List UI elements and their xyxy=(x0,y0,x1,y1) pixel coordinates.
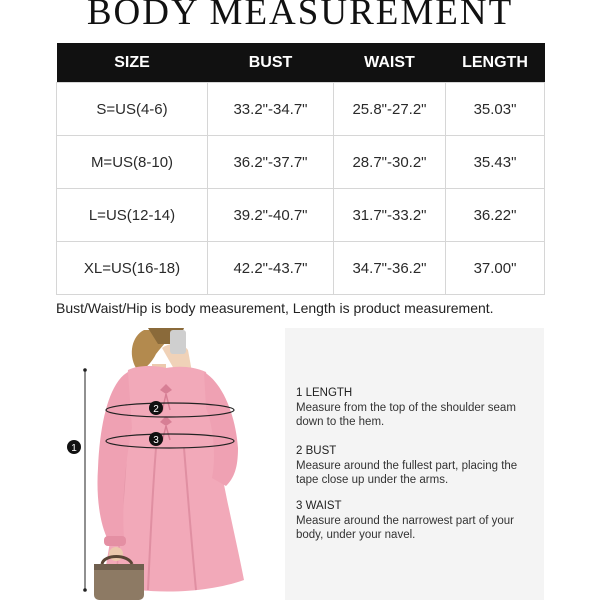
instruction-bust xyxy=(296,444,536,488)
instruction-title: 1 LENGTH xyxy=(296,387,353,399)
header-waist: WAIST xyxy=(334,43,446,83)
measurement-note: Bust/Waist/Hip is body measurement, Length is product measurement. xyxy=(56,300,494,316)
marker-bust xyxy=(149,401,163,415)
cell-bust: 33.2"-34.7" xyxy=(208,83,334,136)
instruction-text: Measure around the narrowest part of your body, under your navel. xyxy=(296,514,514,541)
instruction-waist xyxy=(296,499,536,543)
model-photo xyxy=(66,328,271,600)
cell-waist: 34.7"-36.2" xyxy=(334,242,446,295)
header-bust: BUST xyxy=(208,43,334,83)
instruction-text: Measure from the top of the shoulder seam down to the hem. xyxy=(296,401,516,428)
cell-bust: 42.2"-43.7" xyxy=(208,242,334,295)
instruction-title: 2 BUST xyxy=(296,445,337,457)
cell-bust: 39.2"-40.7" xyxy=(208,189,334,242)
marker-length xyxy=(67,440,81,454)
instruction-length xyxy=(296,386,536,430)
phone-icon xyxy=(170,330,186,354)
marker-bust-label: 2 xyxy=(153,404,159,415)
table-header-row xyxy=(57,43,545,83)
cell-length: 35.43" xyxy=(446,136,545,189)
table-row xyxy=(57,83,545,136)
marker-length-label: 1 xyxy=(71,443,77,454)
instruction-title: 3 WAIST xyxy=(296,500,342,512)
cell-length: 37.00" xyxy=(446,242,545,295)
cell-waist: 31.7"-33.2" xyxy=(334,189,446,242)
cell-length: 35.03" xyxy=(446,83,545,136)
marker-waist xyxy=(149,432,163,446)
table-row xyxy=(57,189,545,242)
instruction-text: Measure around the fullest part, placing the tape close up under the arms. xyxy=(296,459,518,486)
size-chart-table xyxy=(56,43,545,295)
table-row xyxy=(57,136,545,189)
marker-waist-label: 3 xyxy=(153,435,159,446)
cell-size: M=US(8-10) xyxy=(57,136,208,189)
instructions-panel xyxy=(285,328,544,600)
cell-waist: 28.7"-30.2" xyxy=(334,136,446,189)
cell-waist: 25.8"-27.2" xyxy=(334,83,446,136)
table-row xyxy=(57,242,545,295)
header-size: SIZE xyxy=(57,43,208,83)
header-length: LENGTH xyxy=(446,43,545,83)
cell-bust: 36.2"-37.7" xyxy=(208,136,334,189)
cell-size: XL=US(16-18) xyxy=(57,242,208,295)
cell-size: L=US(12-14) xyxy=(57,189,208,242)
cell-length: 36.22" xyxy=(446,189,545,242)
cell-size: S=US(4-6) xyxy=(57,83,208,136)
page-title: BODY MEASUREMENT xyxy=(86,0,514,33)
